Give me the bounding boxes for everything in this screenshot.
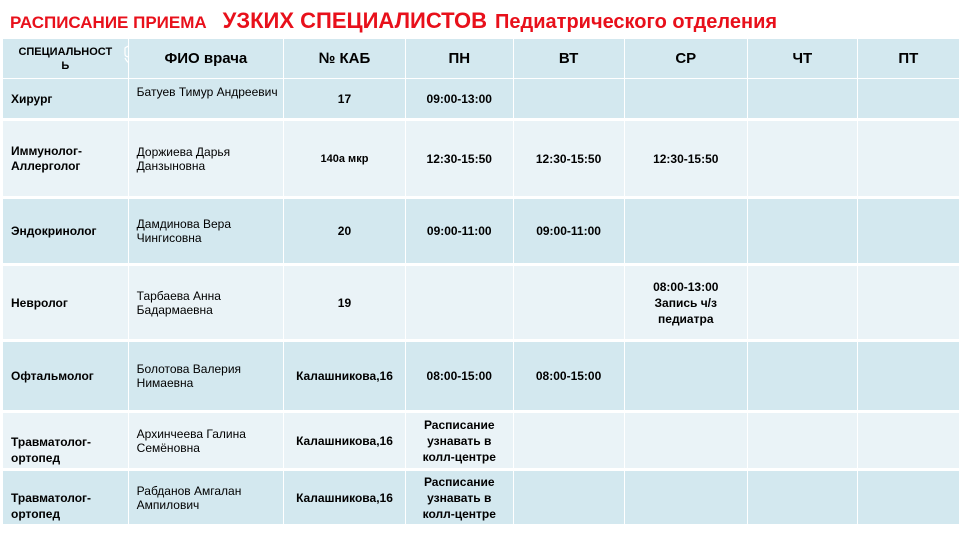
- cell-specialty: Эндокринолог: [3, 198, 129, 265]
- header-fri: ПТ: [857, 39, 959, 79]
- cell-doctor: Тарбаева Анна Бадармаевна: [128, 265, 283, 341]
- cell-mon: Расписание узнавать в колл-центре: [405, 412, 513, 470]
- cell-thu: [747, 265, 857, 341]
- cell-doctor: Батуев Тимур Андреевич: [128, 79, 283, 120]
- cell-tue: 08:00-15:00: [513, 341, 624, 412]
- cell-thu: [747, 120, 857, 198]
- cell-fri: [857, 120, 959, 198]
- cell-wed: [624, 470, 747, 526]
- cell-room: 140а мкр: [284, 120, 406, 198]
- cell-tue: 09:00-11:00: [513, 198, 624, 265]
- table-row: [3, 198, 960, 265]
- header-row: [3, 39, 960, 79]
- header-specialty: [3, 39, 129, 79]
- cell-wed: [624, 198, 747, 265]
- cell-mon: 08:00-15:00: [405, 341, 513, 412]
- cell-specialty: Травматолог-ортопед: [3, 470, 129, 526]
- title-part-department: Педиатрического отделения: [495, 11, 778, 33]
- header-doctor: ФИО врача: [128, 39, 283, 79]
- table-row: [3, 120, 960, 198]
- table-row: [3, 412, 960, 470]
- cell-room: Калашникова,16: [284, 341, 406, 412]
- cell-mon: Расписание узнавать в колл-центре: [405, 470, 513, 526]
- title-part-schedule: РАСПИСАНИЕ ПРИЕМА: [10, 13, 207, 32]
- cell-tue: [513, 470, 624, 526]
- cell-wed: [624, 79, 747, 120]
- table-row: [3, 265, 960, 341]
- cell-mon: 12:30-15:50: [405, 120, 513, 198]
- cell-thu: [747, 470, 857, 526]
- header-specialty-label: СПЕЦИАЛЬНОСТЬ: [18, 45, 113, 72]
- cell-specialty: Иммунолог-Аллерголог: [3, 120, 129, 198]
- cell-tue: [513, 79, 624, 120]
- cell-doctor: Дамдинова Вера Чингисовна: [128, 198, 283, 265]
- table-row: [3, 470, 960, 526]
- schedule-table: [2, 38, 960, 527]
- table-row: [3, 341, 960, 412]
- title-part-specialists: УЗКИХ СПЕЦИАЛИСТОВ: [222, 8, 488, 33]
- cell-wed: [624, 412, 747, 470]
- cell-doctor: Рабданов Амгалан Ампилович: [128, 470, 283, 526]
- cell-wed: 08:00-13:00 Запись ч/з педиатра: [624, 265, 747, 341]
- cell-tue: 12:30-15:50: [513, 120, 624, 198]
- cell-specialty: Невролог: [3, 265, 129, 341]
- cell-thu: [747, 341, 857, 412]
- cell-thu: [747, 198, 857, 265]
- cell-wed: [624, 341, 747, 412]
- cell-tue: [513, 265, 624, 341]
- cell-mon: 09:00-13:00: [405, 79, 513, 120]
- cell-mon: 09:00-11:00: [405, 198, 513, 265]
- header-wed: СР: [624, 39, 747, 79]
- cell-fri: [857, 341, 959, 412]
- cell-room: Калашникова,16: [284, 470, 406, 526]
- cell-doctor: Болотова Валерия Нимаевна: [128, 341, 283, 412]
- cell-specialty: Хирург: [3, 79, 129, 120]
- cell-doctor: Архинчеева Галина Семёновна: [128, 412, 283, 470]
- cell-room: Калашникова,16: [284, 412, 406, 470]
- cell-fri: [857, 79, 959, 120]
- table-row: [3, 79, 960, 120]
- header-thu: ЧТ: [747, 39, 857, 79]
- header-tue: ВТ: [513, 39, 624, 79]
- cell-fri: [857, 470, 959, 526]
- cell-tue: [513, 412, 624, 470]
- cell-mon: [405, 265, 513, 341]
- page-title: [10, 8, 777, 38]
- cell-thu: [747, 79, 857, 120]
- cell-room: 19: [284, 265, 406, 341]
- cell-thu: [747, 412, 857, 470]
- cell-doctor: Доржиева Дарья Данзыновна: [128, 120, 283, 198]
- cell-specialty: Травматолог-ортопед: [3, 412, 129, 470]
- header-mon: ПН: [405, 39, 513, 79]
- doctor-hat-icon: [122, 44, 128, 70]
- cell-fri: [857, 198, 959, 265]
- cell-fri: [857, 412, 959, 470]
- cell-room: 20: [284, 198, 406, 265]
- cell-fri: [857, 265, 959, 341]
- cell-specialty: Офтальмолог: [3, 341, 129, 412]
- header-room: № КАБ: [284, 39, 406, 79]
- cell-room: 17: [284, 79, 406, 120]
- cell-wed: 12:30-15:50: [624, 120, 747, 198]
